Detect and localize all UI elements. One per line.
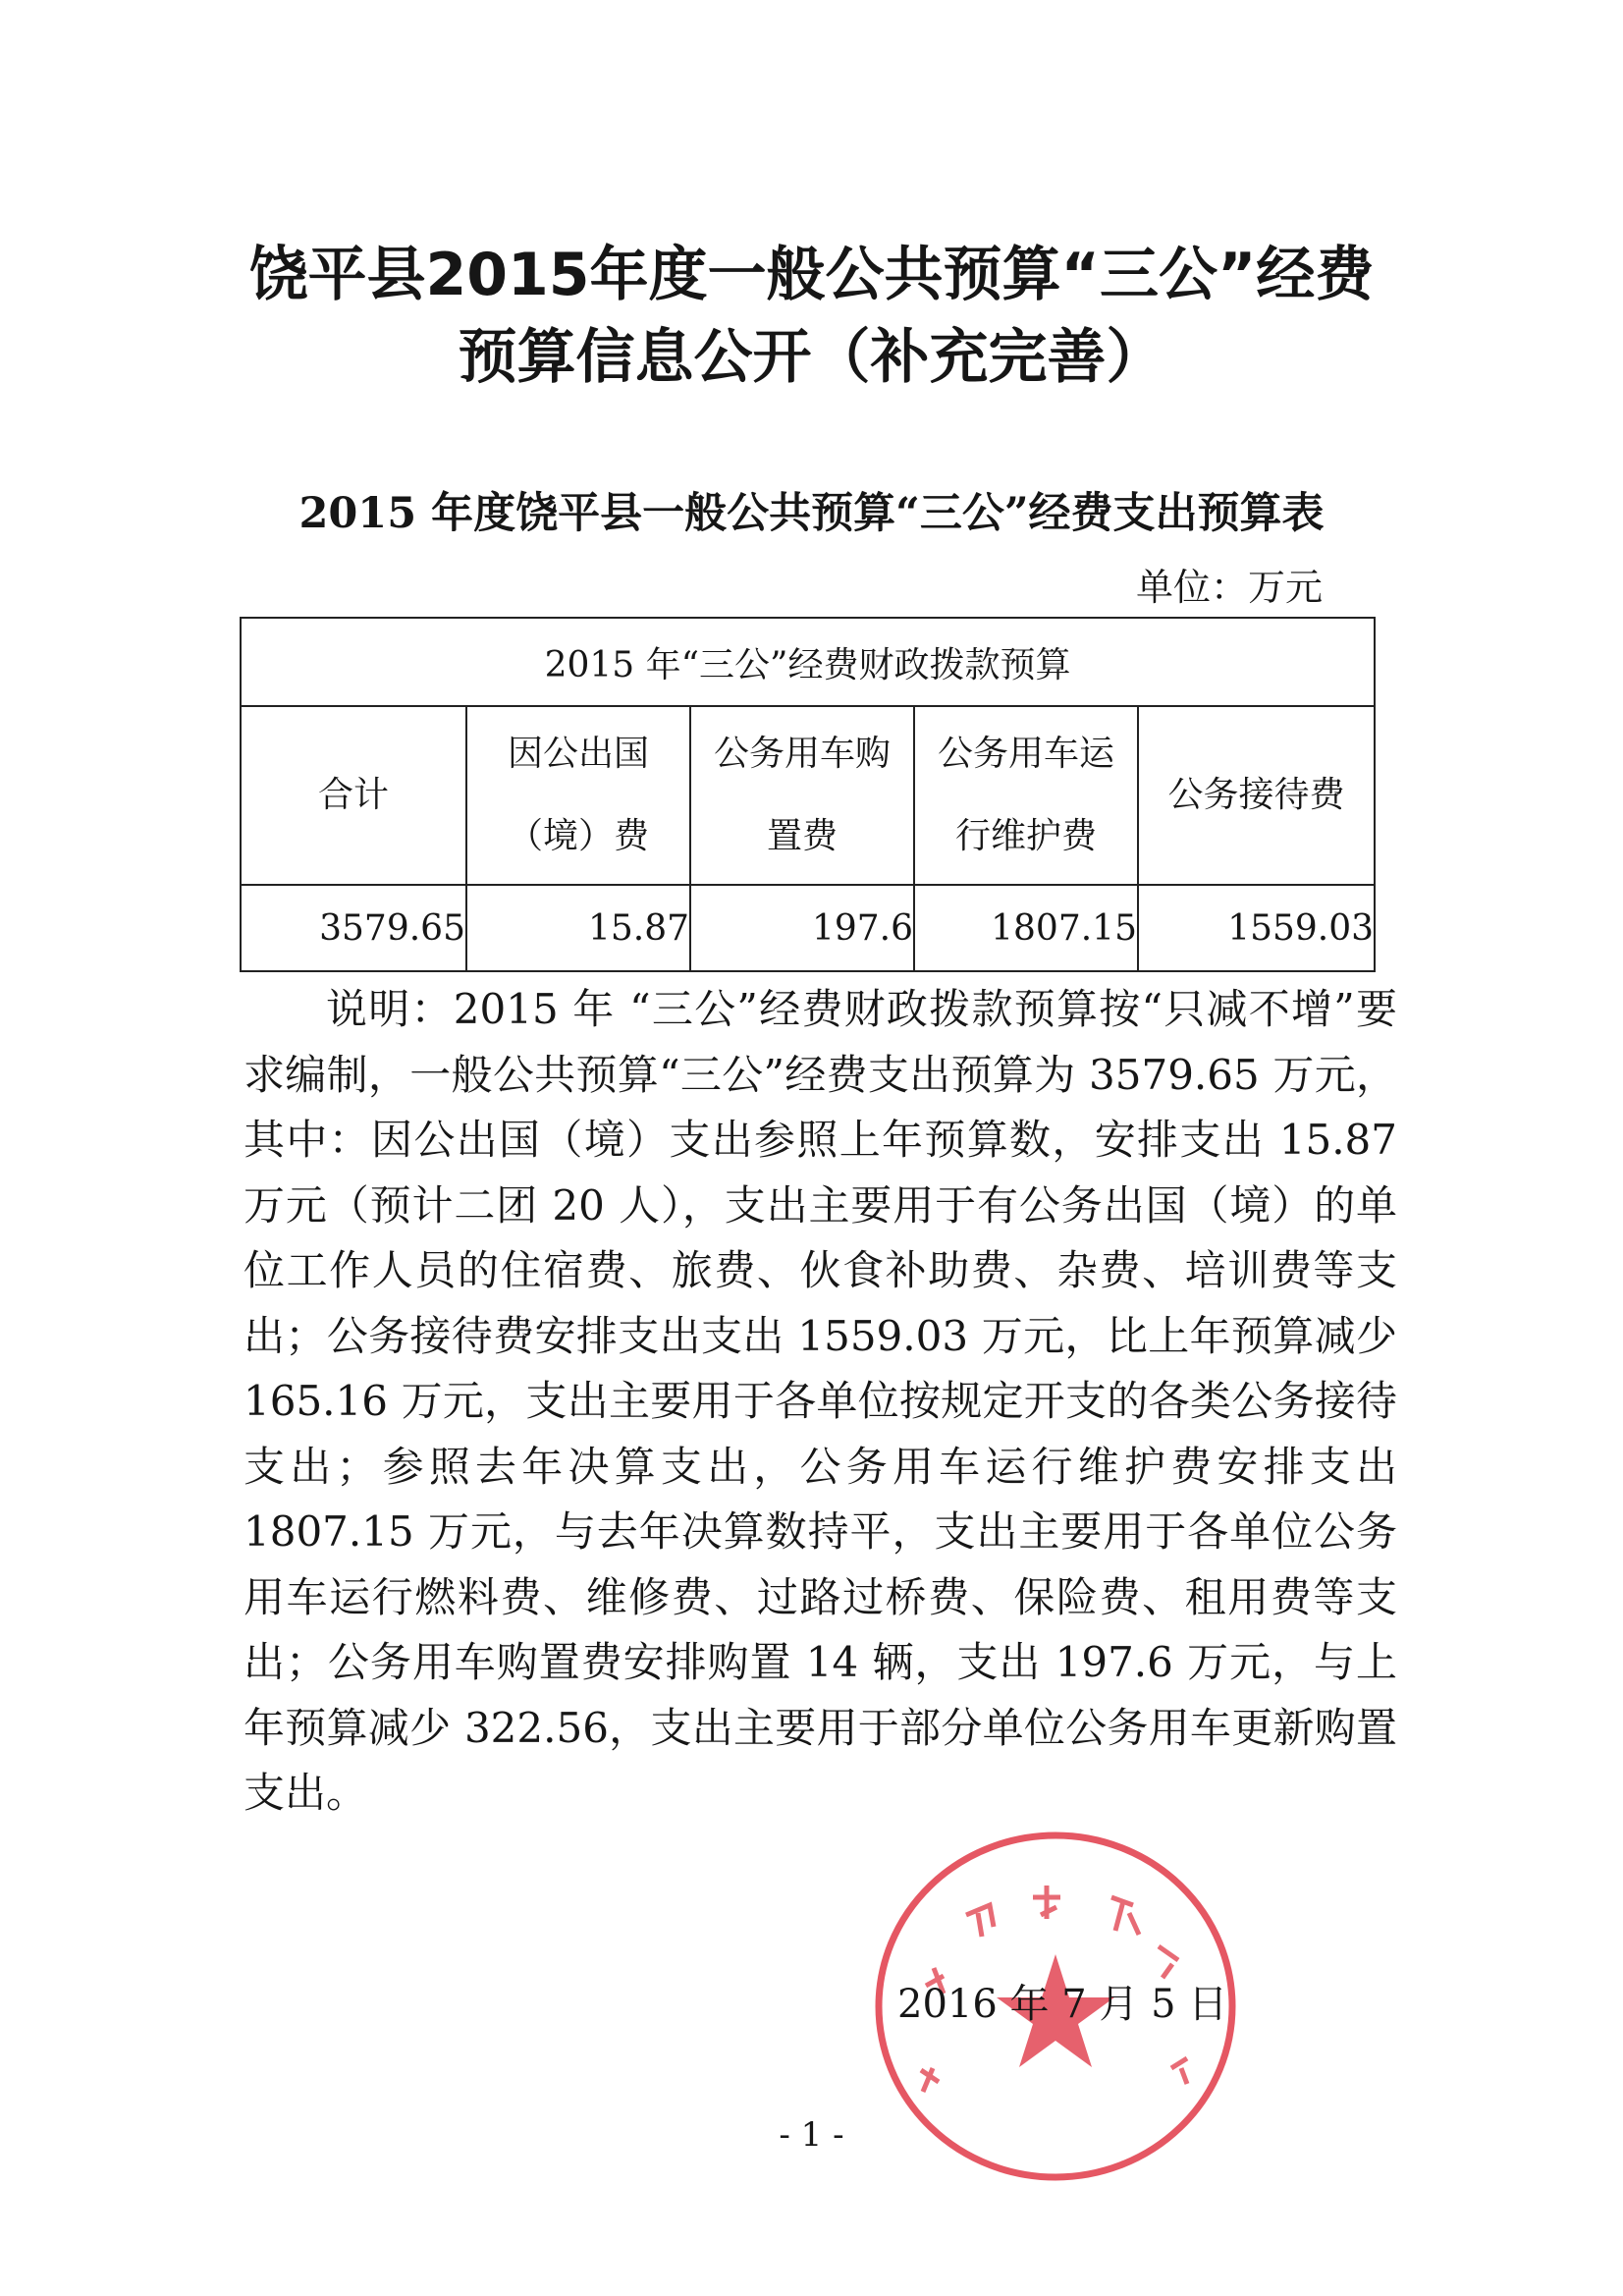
value-vehicle-purchase: 197.6 bbox=[690, 885, 914, 971]
column-header-overseas bbox=[466, 706, 690, 885]
column-header-reception-text: 公务接待费 bbox=[1167, 775, 1345, 815]
column-header-overseas-line2: （境）费 bbox=[507, 816, 649, 856]
value-vehicle-maintenance: 1807.15 bbox=[914, 885, 1138, 971]
column-header-vehicle-purchase-line1: 公务用车购 bbox=[713, 734, 891, 774]
column-header-total-text: 合计 bbox=[317, 775, 389, 815]
document-date: 2016 年 7 月 5 日 bbox=[897, 1982, 1228, 2027]
column-header-reception bbox=[1138, 706, 1375, 885]
document-title-line2: 预算信息公开（补充完善） bbox=[458, 323, 1165, 392]
column-header-overseas-line1: 因公出国 bbox=[507, 734, 649, 774]
column-header-vehicle-maintenance bbox=[914, 706, 1138, 885]
table-header-row bbox=[241, 618, 1375, 706]
value-total: 3579.65 bbox=[241, 885, 466, 971]
column-header-row bbox=[241, 706, 1375, 885]
explanation-paragraph: 说明：2015 年 “三公”经费财政拨款预算按“只减不增”要求编制，一般公共预算“三公”经费支出预算为 3579.65 万元，其中：因公出国（境）支出参照上年预算数，安排支出 15.87 万元（预计二团 20 人），支出主要用于有公务出国（境）的单位工作人员的住宿费、旅费、伙食补助费、杂费、培训费等支出；公务接待费安排支出支出 1559.03 万元，比上年预算减少 165.16 万元，支出主要用于各单位按规定开支的各类公务接待支出；参照去年决算支出，公务用车运行维护费安排支出 1807.15 万元，与去年决算数持平，支出主要用于各单位公务用车运行燃料费、维修费、过路过桥费、保险费、租用费等支出；公务用车购置费安排购置 14 辆，支出 197.6 万元，与上年预算减少 322.56，支出主要用于部分单位公务用车更新购置支出。 bbox=[243, 985, 1397, 1817]
value-overseas: 15.87 bbox=[466, 885, 690, 971]
column-header-vehicle-maintenance-line1: 公务用车运 bbox=[937, 734, 1114, 774]
column-header-vehicle-purchase bbox=[690, 706, 914, 885]
page-number: - 1 - bbox=[779, 2115, 844, 2155]
document-title-line1: 饶平县2015年度一般公共预算“三公”经费 bbox=[248, 241, 1375, 309]
table-title: 2015 年度饶平县一般公共预算“三公”经费支出预算表 bbox=[298, 489, 1325, 538]
column-header-total bbox=[241, 706, 466, 885]
budget-table bbox=[240, 617, 1376, 972]
value-reception: 1559.03 bbox=[1138, 885, 1375, 971]
table-row bbox=[241, 885, 1375, 971]
table-header: 2015 年“三公”经费财政拨款预算 bbox=[241, 618, 1375, 706]
unit-label: 单位：万元 bbox=[1135, 566, 1323, 609]
column-header-vehicle-maintenance-line2: 行维护费 bbox=[954, 816, 1097, 856]
column-header-vehicle-purchase-line2: 置费 bbox=[766, 816, 838, 856]
